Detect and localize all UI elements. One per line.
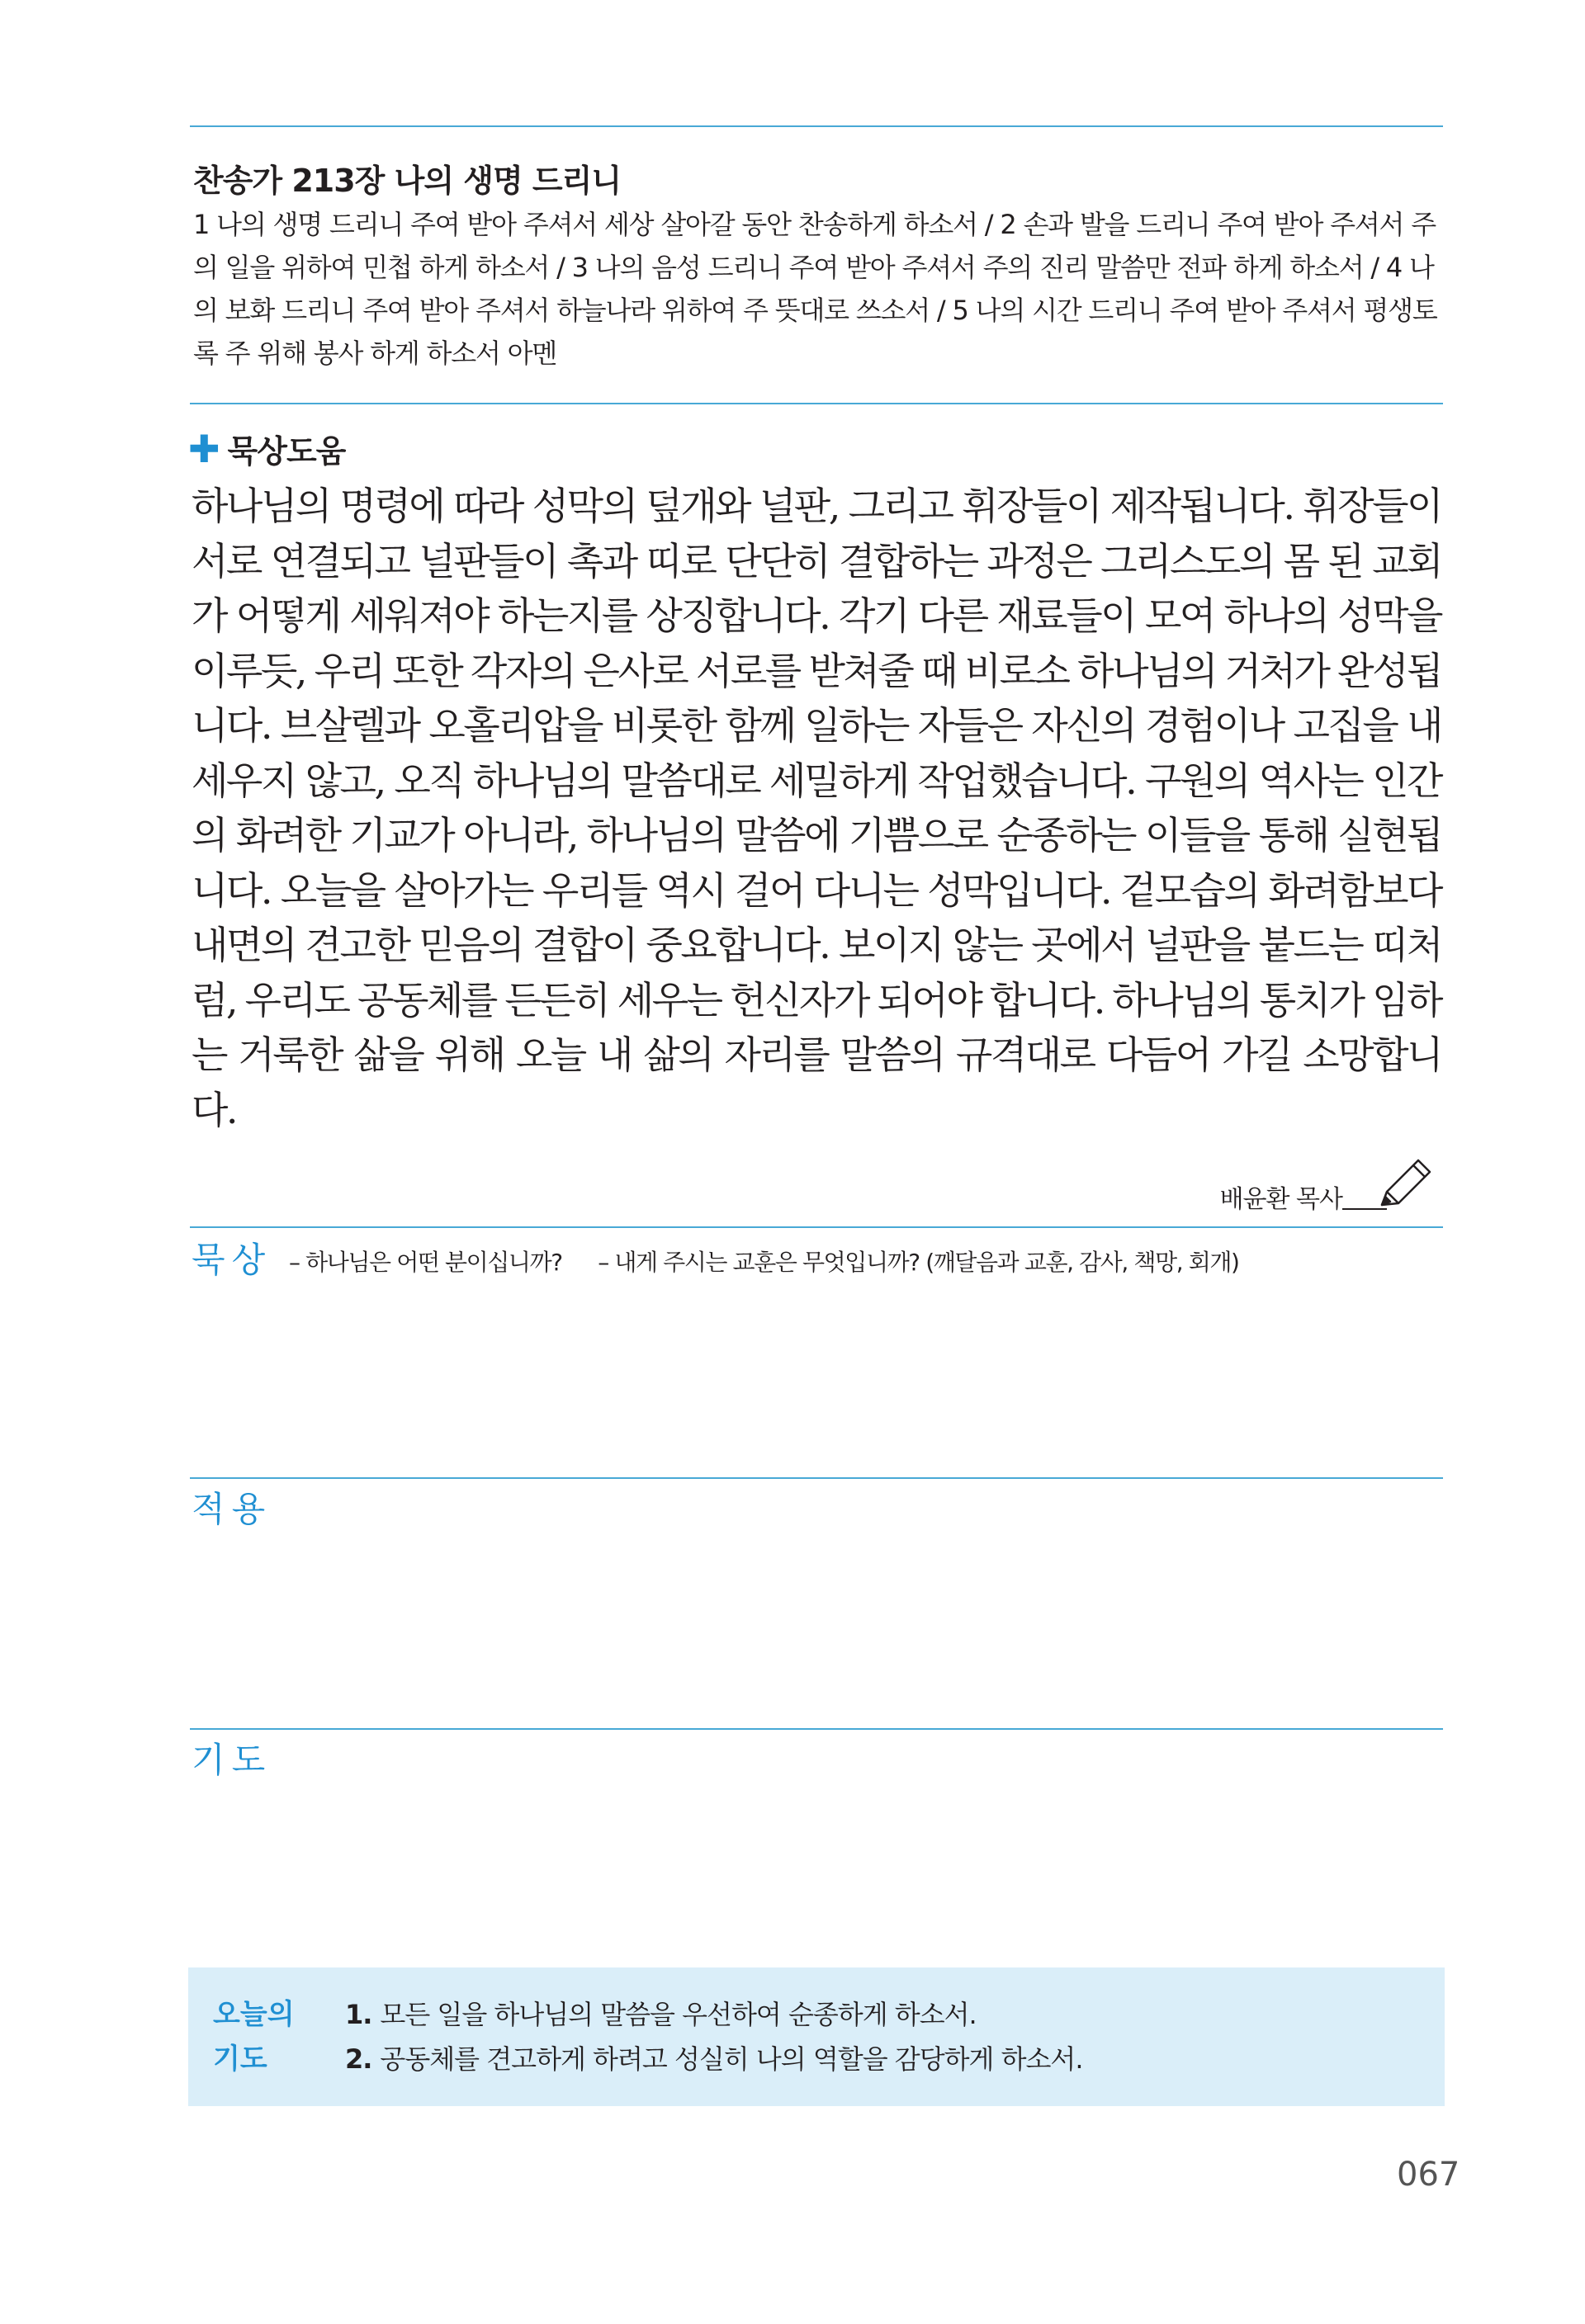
- reflection-question-1: – 하나님은 어떤 분이십니까?: [289, 1249, 562, 1276]
- reflection-question-2: – 내게 주시는 교훈은 무엇입니까? (깨달음과 교훈, 감사, 책망, 회개): [598, 1249, 1239, 1276]
- top-rule: [190, 125, 1443, 127]
- prayer-label: 기도: [192, 1740, 272, 1780]
- reflection-label: 묵상: [192, 1240, 272, 1280]
- prayer-rule: [190, 1728, 1443, 1730]
- reflection-rule: [190, 1226, 1443, 1228]
- list-item: [345, 1992, 1083, 2037]
- reflection-questions: [289, 1245, 1269, 1278]
- hymn-lyrics: 1 나의 생명 드리니 주여 받아 주셔서 세상 살아갈 동안 찬송하게 하소서 / 2 손과 발을 드리니 주여 받아 주셔서 주의 일을 위하여 민첩 하게 하소서 / 3 나의 음성 드리니 주여 받아 주셔서 주의 진리 말씀만 전파 하게 하소서 / 4 나의 보화 드리니 주여 받아 주셔서 하늘나라 위하여 주 뜻대로 쓰소서 / 5 나의 시간 드리니 주여 받아 주셔서 평생토록 주 위해 봉사 하게 하소서 아멘: [193, 209, 1437, 369]
- hymn-bottom-rule: [190, 403, 1443, 404]
- today-prayer-label: [213, 1992, 312, 2081]
- list-item-text: 모든 일을 하나님의 말씀을 우선하여 순종하게 하소서.: [380, 1999, 977, 2030]
- meditation-body: 하나님의 명령에 따라 성막의 덮개와 널판, 그리고 휘장들이 제작됩니다. 휘장들이 서로 연결되고 널판들이 촉과 띠로 단단히 결합하는 과정은 그리스도의 몸 된 교회가 어떻게 세워져야 하는지를 상징합니다. 각기 다른 재료들이 모여 하나의 성막을 이루듯, 우리 또한 각자의 은사로 서로를 받쳐줄 때 비로소 하나님의 거처가 완성됩니다. 브살렐과 오홀리압을 비롯한 함께 일하는 자들은 자신의 경험이나 고집을 내세우지 않고, 오직 하나님의 말씀대로 세밀하게 작업했습니다. 구원의 역사는 인간의 화려한 기교가 아니라, 하나님의 말씀에 기쁨으로 순종하는 이들을 통해 실현됩니다. 오늘을 살아가는 우리들 역시 걸어 다니는 성막입니다. 겉모습의 화려함보다 내면의 견고한 믿음의 결합이 중요합니다. 보이지 않는 곳에서 널판을 붙드는 띠처럼, 우리도 공동체를 든든히 세우는 헌신자가 되어야 합니다. 하나님의 통치가 임하는 거룩한 삶을 위해 오늘 내 삶의 자리를 말씀의 규격대로 다듬어 가길 소망합니다.: [192, 484, 1441, 1132]
- author-name: 배윤환 목사: [1219, 1185, 1342, 1214]
- list-item-number: 1.: [345, 1999, 372, 2030]
- hymn-title: 찬송가 213장 나의 생명 드리니: [193, 163, 622, 199]
- pencil-icon: [1370, 1155, 1436, 1215]
- today-prayer-box: [188, 1967, 1445, 2106]
- today-prayer-label-line1: 오늘의: [213, 1998, 295, 2031]
- application-label: 적용: [192, 1489, 272, 1529]
- meditation-heading: [188, 426, 345, 471]
- application-rule: [190, 1477, 1443, 1479]
- signature: [1220, 1155, 1436, 1215]
- page-number: 067: [1397, 2156, 1460, 2194]
- list-item-text: 공동체를 견고하게 하려고 성실히 나의 역할을 감당하게 하소서.: [380, 2043, 1083, 2075]
- list-item-number: 2.: [345, 2043, 372, 2075]
- meditation-heading-text: 묵상도움: [227, 433, 346, 470]
- today-prayer-label-line2: 기도: [213, 2043, 267, 2076]
- plus-icon: ✚: [188, 426, 220, 471]
- list-item: [345, 2037, 1083, 2081]
- today-prayer-list: [345, 1992, 1083, 2081]
